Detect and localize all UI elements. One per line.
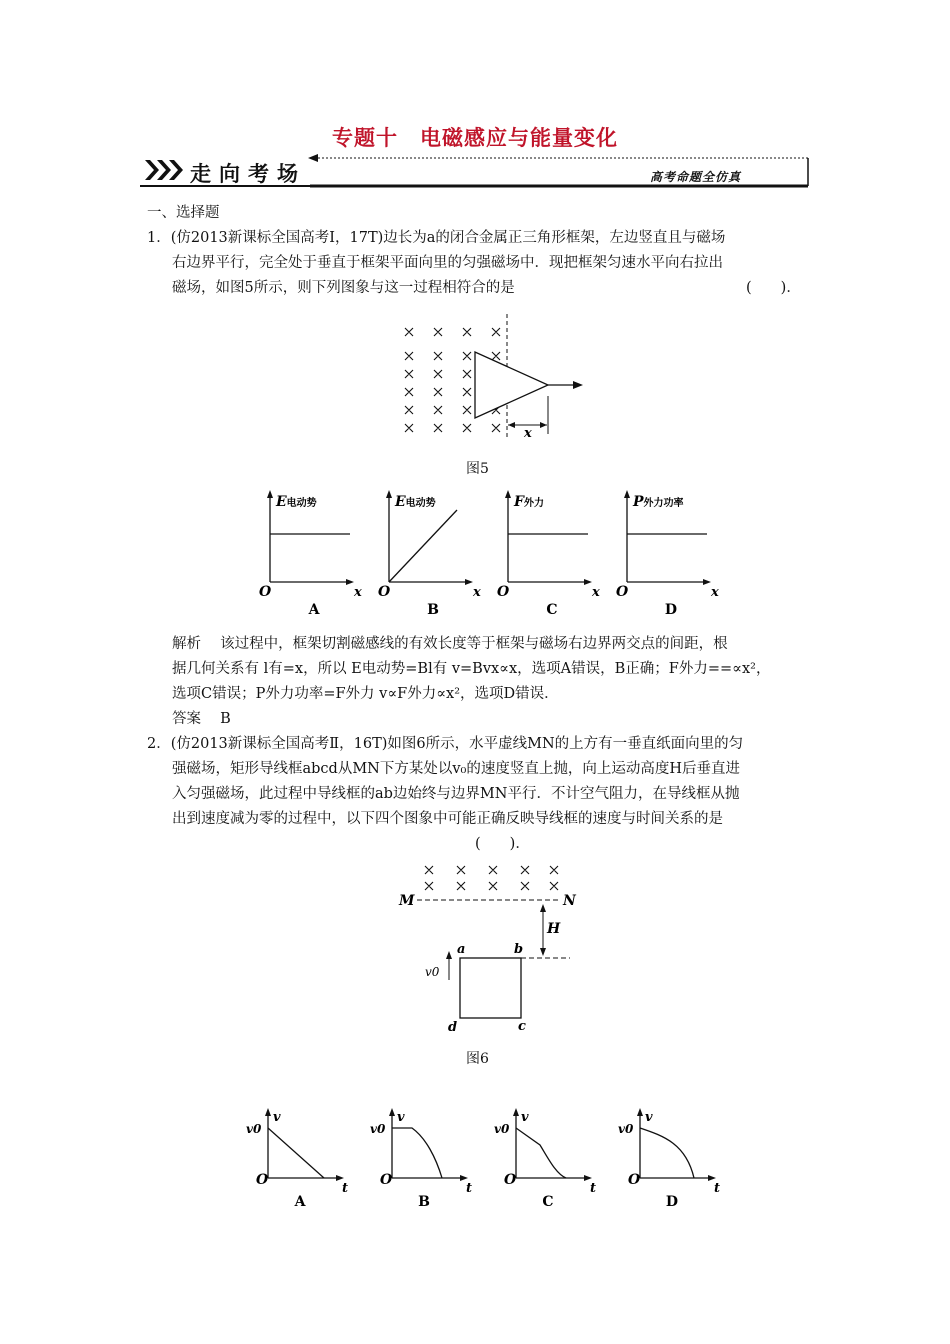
figure-6-caption: 图6 xyxy=(466,1051,489,1067)
q2-graphs xyxy=(240,1100,740,1215)
y-arrow-icon xyxy=(267,490,273,498)
q2-line-4: 出到速度减为零的过程中，以下四个图象中可能正确反映导线框的速度与时间关系的是 xyxy=(172,811,723,827)
y-arrow-icon xyxy=(637,1108,643,1116)
figure-5-caption: 图5 xyxy=(466,461,489,477)
y-axis-label: P外力功率 xyxy=(633,494,684,510)
origin-label: O xyxy=(497,584,510,600)
y-arrow-icon xyxy=(505,490,511,498)
q1-graph-b xyxy=(378,490,481,618)
graph-letter: C xyxy=(542,1194,554,1210)
label-c: c xyxy=(518,1019,526,1034)
figure-6 xyxy=(395,862,595,1042)
graph-letter: D xyxy=(665,1194,679,1210)
y-axis-label: v xyxy=(397,1110,405,1125)
origin-label: O xyxy=(256,1172,269,1188)
origin-label: O xyxy=(616,584,629,600)
y-arrow-icon xyxy=(513,1108,519,1116)
graph-curve xyxy=(516,1128,566,1178)
x-arrow-icon xyxy=(703,579,711,585)
x-axis-label: x xyxy=(592,585,600,600)
y-axis-label: v xyxy=(645,1110,653,1125)
wire-frame xyxy=(460,958,521,1018)
q2-graph-b xyxy=(370,1108,472,1210)
q2-blank: ( )． xyxy=(475,836,530,852)
graph-letter: C xyxy=(546,602,558,618)
x-axis-label: t xyxy=(342,1181,349,1196)
y-axis-label: F外力 xyxy=(514,494,544,510)
graph-letter: D xyxy=(664,602,678,618)
graph-curve xyxy=(392,1128,442,1178)
y-axis-label: v xyxy=(273,1110,281,1125)
label-b: b xyxy=(514,942,524,957)
graph-letter: B xyxy=(427,602,439,618)
label-n: N xyxy=(563,893,576,909)
y-arrow-icon xyxy=(624,490,630,498)
x-arrow-icon xyxy=(584,579,592,585)
x-axis-label: x xyxy=(473,585,481,600)
v0-label: v0 xyxy=(246,1122,262,1136)
chevrons-icon xyxy=(145,160,183,180)
banner-label: 走向考场 xyxy=(190,162,306,186)
graph-letter: A xyxy=(294,1194,306,1210)
fig5-x-label: x xyxy=(524,426,532,441)
q2-line-2: 强磁场，矩形导线框abcd从MN下方某处以v₀的速度竖直上抛，向上运动高度H后垂直进 xyxy=(172,761,741,777)
q1-line-2: 右边界平行，完全处于垂直于框架平面向里的匀强磁场中．现把框架匀速水平向右拉出 xyxy=(172,255,723,271)
y-arrow-icon xyxy=(386,490,392,498)
y-axis-label: E电动势 xyxy=(395,494,436,510)
banner-tag: 高考命题全仿真 xyxy=(650,170,742,184)
page-title: 专题十 电磁感应与能量变化 xyxy=(332,125,618,150)
q1-line-3: 磁场，如图5所示，则下列图象与这一过程相符合的是 xyxy=(172,280,515,296)
section-heading: 一、选择题 xyxy=(147,205,220,221)
q1-graph-c xyxy=(497,490,600,618)
answer-label: 答案 xyxy=(172,711,201,727)
analysis-text-1: 该过程中，框架切割磁感线的有效长度等于框架与磁场右边界两交点的间距，根 xyxy=(220,636,728,652)
x-axis-label: x xyxy=(711,585,719,600)
q1-line-1: 1．(仿2013新课标全国高考Ⅰ，17T)边长为a的闭合金属正三角形框架，左边竖直且与磁场 xyxy=(147,230,726,246)
origin-label: O xyxy=(259,584,272,600)
q2-line-3: 入匀强磁场，此过程中导线框的ab边始终与边界MN平行．不计空气阻力，在导线框从抛 xyxy=(172,786,740,802)
graph-curve xyxy=(389,510,457,582)
y-arrow-icon xyxy=(265,1108,271,1116)
q1-analysis-line-2: 据几何关系有 l有=x，所以 E电动势=Bl有 v=Bvx∝x，选项A错误，B正确；F外力==∝x²， xyxy=(172,661,771,677)
origin-label: O xyxy=(504,1172,517,1188)
analysis-label: 解析 xyxy=(172,636,201,652)
label-a: a xyxy=(457,942,466,957)
origin-label: O xyxy=(378,584,391,600)
q2-graph-a xyxy=(246,1108,348,1210)
q1-blank: ( )． xyxy=(746,280,801,296)
y-arrow-icon xyxy=(389,1108,395,1116)
v0-label: v0 xyxy=(618,1122,634,1136)
v0-label: v0 xyxy=(494,1122,510,1136)
label-m: M xyxy=(399,893,415,909)
q1-graphs xyxy=(258,488,728,620)
origin-label: O xyxy=(628,1172,641,1188)
figure-5 xyxy=(395,312,595,442)
label-v0: v0 xyxy=(425,965,440,979)
q1-analysis-line-1 xyxy=(172,632,728,657)
x-axis-label: t xyxy=(590,1181,597,1196)
label-h: H xyxy=(547,921,561,937)
graph-letter: A xyxy=(308,602,320,618)
x-arrow-icon xyxy=(465,579,473,585)
triangle-frame xyxy=(475,352,548,418)
graph-letter: B xyxy=(418,1194,430,1210)
origin-label: O xyxy=(380,1172,393,1188)
x-axis-label: t xyxy=(714,1181,721,1196)
x-axis-label: x xyxy=(354,585,362,600)
q2-line-1: 2．(仿2013新课标全国高考Ⅱ，16T)如图6所示，水平虚线MN的上方有一垂直纸面向里的匀 xyxy=(147,736,744,752)
x-axis-label: t xyxy=(466,1181,473,1196)
x-arrow-icon xyxy=(346,579,354,585)
q1-answer xyxy=(172,707,231,732)
q1-graph-a xyxy=(259,490,362,618)
label-d: d xyxy=(448,1020,458,1035)
q1-analysis-line-3: 选项C错误；P外力功率=F外力 v∝F外力∝x²，选项D错误． xyxy=(172,686,559,702)
field-crosses-6 xyxy=(425,866,558,890)
q1-graph-d xyxy=(616,490,719,618)
graph-curve xyxy=(268,1128,324,1178)
answer-value: B xyxy=(220,711,231,727)
graph-curve xyxy=(640,1128,694,1178)
y-axis-label: v xyxy=(521,1110,529,1125)
v0-label: v0 xyxy=(370,1122,386,1136)
q2-graph-c xyxy=(494,1108,596,1210)
y-axis-label: E电动势 xyxy=(276,494,317,510)
q2-graph-d xyxy=(618,1108,720,1210)
